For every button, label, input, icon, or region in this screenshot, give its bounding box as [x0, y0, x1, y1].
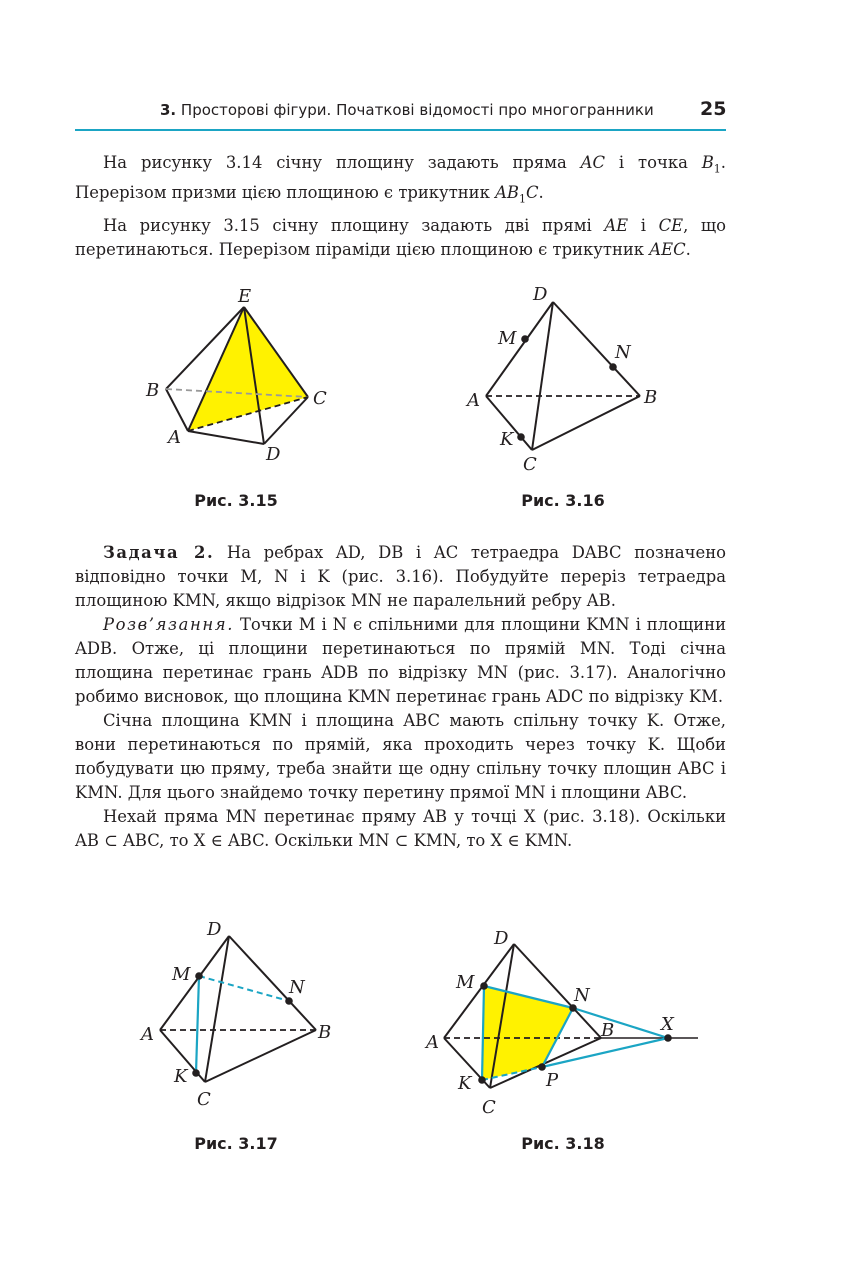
label-c: C [313, 388, 327, 409]
label-m: M [498, 328, 517, 349]
label-b: B [601, 1020, 615, 1041]
label-c: C [482, 1097, 496, 1118]
intro-paragraph-1: На рисунку 3.14 січну площину задають пряма AC і точка $B_1$. Перерізом призми цією площиною є трикутник $AB_1C$. [75, 153, 726, 206]
label-a: A [467, 390, 480, 411]
label-d: D [494, 928, 509, 949]
label-a: A [141, 1024, 154, 1045]
label-b: B [644, 387, 658, 408]
solution-paragraph-2: Січна площина KMN і площина ABC мають спільну точку K. Отже, вони перетинаються по прямій, яка проходить через точку K. Щоби побудувати цю пряму, треба знайти ще одну спільну точку площин ABC і KMN. Для цього знайдемо точку перетину прямої MN і площини ABC. [75, 711, 726, 802]
caption-3-18: Рис. 3.18 [521, 1134, 605, 1153]
label-n: N [574, 985, 590, 1006]
label-m: M [172, 964, 191, 985]
label-m: M [456, 972, 475, 993]
label-e: E [238, 286, 252, 307]
caption-3-16: Рис. 3.16 [521, 491, 605, 510]
label-a: A [168, 427, 181, 448]
label-k: K [458, 1073, 472, 1094]
label-c: C [197, 1089, 211, 1110]
label-c: C [523, 454, 537, 475]
label-b: B [318, 1022, 332, 1043]
label-d: D [533, 284, 548, 305]
label-d: D [207, 919, 222, 940]
label-p: P [546, 1070, 559, 1091]
label-k: K [500, 429, 514, 450]
page-number: 25 [700, 98, 727, 120]
chapter-title: Просторові фігури. Початкові відомості про многогранники [180, 101, 654, 119]
problem-title: Задача 2. [103, 543, 215, 562]
label-n: N [615, 342, 631, 363]
solution-paragraph-3: Нехай пряма MN перетинає пряму AB у точці X (рис. 3.18). Оскільки AB ⊂ ABC, то X ∈ ABC. Оскільки MN ⊂ KMN, то X ∈ KMN. [75, 807, 726, 850]
label-n: N [289, 977, 305, 998]
intro-paragraph-2: На рисунку 3.15 січну площину задають дві прямі AE і CE, що перетинаються. Перерізом піраміди цією площиною є трикутник AEC. [75, 215, 727, 259]
problem-statement: Задача 2. На ребрах AD, DB і AC тетраедра DABC позначено відповідно точки M, N і K (рис. 3.16). Побудуйте переріз тетраедра площиною KMN, якщо відрізок MN не паралельний ребру AB. [75, 543, 726, 610]
label-x: X [661, 1014, 674, 1035]
solution-label: Розв’язання. [103, 615, 235, 634]
solution-paragraph-1: Розв’язання. Точки M і N є спільними для площини KMN і площини ADB. Отже, ці площини перетинаються по прямій MN. Тоді січна площина перетинає грань ADB по відрізку MN (рис. 3.17). Аналогічно робимо висновок, що площина KMN перетинає грань ADC по відрізку KM. [75, 615, 726, 706]
label-b: B [146, 380, 160, 401]
label-a: A [426, 1032, 439, 1053]
caption-3-17: Рис. 3.17 [194, 1134, 278, 1153]
label-k: K [174, 1066, 188, 1087]
caption-3-15: Рис. 3.15 [194, 491, 278, 510]
chapter-number: 3. [160, 101, 177, 119]
label-d: D [266, 444, 281, 465]
